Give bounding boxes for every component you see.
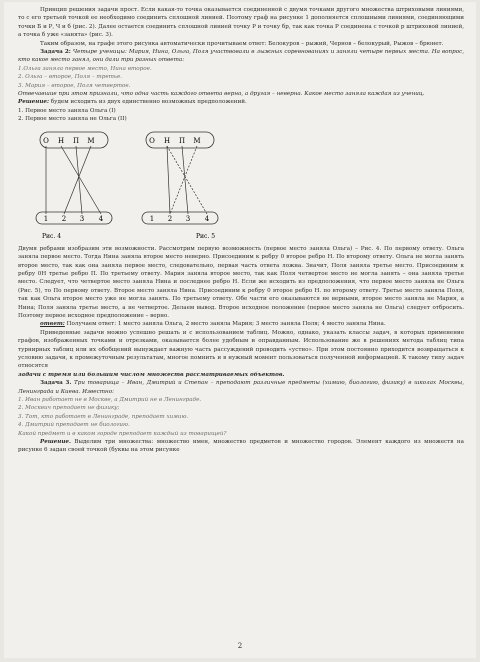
fig4-top-label-3: П (72, 136, 80, 145)
task2-text: Четыре ученицы: Мария, Нина, Ольга, Поля участвовали в лыжных соревнованиях и заняли четыре первых места. На вопрос, кто какое место занял, они дали три разных ответа: (18, 49, 464, 64)
task3-statement (18, 379, 464, 396)
task2-label: Задача 2: (40, 49, 71, 56)
assumption-2: 2. Первое место заняла не Ольга (II) (18, 116, 127, 123)
fig4-edges (46, 146, 101, 214)
figure-5 (142, 132, 218, 240)
fig5-edge-n2 (167, 146, 170, 214)
paragraph-3: Двумя ребрами изобразим эти возможности. Рассмотрим первую возможность (первое место заняла Ольга) – Рис. 4. По первому ответу. Ольга заняла первое место. Тогда Нина заняла второе место неверно. Присоединим к ребру 0 второе ребро Н. По второму ответу. Ольга не могла занять второе место, так как она заняла первое место, следовательно, первая часть ответа ложна. Значит, Поля заняла третье место. Присоединим к ребру 0Н третье ребро П. По третьему ответу. Мария заняла второе место, так как Поля четвертое место не могла занять – она заняла третье место. Следует, что четвертое место заняла Нина и последнее ребро Н. Если же исходить из предположения, что первое место заняла не Ольга (Рис. 5), то По первому ответу. Второе место заняла Нина. Присоединим к ребру 0 второе ребро Н. по второму ответу. Третье место заняла Поля, так как Ольга второе место уже не могла занять. По третьему ответу. Обе части его оказываются не верными, второе место заняла не Мария, а Нина; Поля заняла третье место, а не четвертое. Делаем вывод. Второе исходное положение (первое место заняла не Ольга) следует отбросить. Поэтому первое исходное предположение – верно. (18, 245, 464, 319)
paragraph-4: Приведенные задачи можно успешно решать и с использованием таблиц. Можно, однако, указать классы задач, в которых применение графов, изображенных точками и отрезками, оказывается более удобным и оправданным. Использование же в решениях метода таблиц типа турнирных таблиц или их обобщений вынуждает важную часть рассуждений проводить «устно». При этом постоянно приходится возвращаться к условию задачи, к промежуточным результатам, многое помнить и в нужный момент пользоваться полученной информацией. К такому типу задач относятся (18, 329, 464, 370)
fig4-bottom-label-4: 4 (98, 214, 104, 223)
paragraph-2: Таким образом, на графе этого рисунка автоматически прочитываем ответ: Белокуров – рыжий, Чернов – белокурый, Рыжов – брюнет. (40, 40, 444, 47)
task3-question: Какой предмет и в каком городе преподает каждый из товарищей? (18, 430, 227, 437)
task2-condition: Отвечавшие при этом признали, что одна часть каждого ответа верна, а другая – неверна. Какое место заняла каждая из учениц. (18, 91, 425, 98)
fig5-caption: Рис. 5 (196, 232, 216, 240)
task3-conditions (18, 396, 464, 430)
fig4-edge-m2 (64, 146, 91, 214)
fig4-bottom-label-2: 2 (61, 214, 67, 223)
fig5-top-label-1: О (149, 136, 155, 145)
solution-intro (18, 98, 464, 106)
task3-text: Три товарища – Иван, Дмитрий и Степан – преподают различные предметы (химию, биологию, физику) в школах Москвы, Ленинграда и Киева. Известно: (18, 380, 464, 395)
figure-4 (36, 132, 112, 240)
fig5-bottom-label-2: 2 (167, 214, 173, 223)
task3-condition-1: 1. Иван работает не в Москве, а Дмитрий не в Ленинграде. (18, 397, 202, 403)
graph-figures (18, 126, 248, 244)
task2-answer-1: 1.Ольга заняла первое место, Нина второе. (18, 65, 152, 72)
solution-label: Решение: (18, 99, 50, 106)
fig4-bottom-label-1: 1 (43, 214, 49, 223)
answer-text: Получаем ответ: 1 место заняла Ольга, 2 место заняла Мария; 3 место заняла Поля; 4 место заняла Нина. (66, 321, 386, 328)
solution-text: будем исходить из двух единственно возможных предположений. (50, 99, 247, 106)
task3-label: Задача 3. (40, 380, 72, 387)
fig5-bottom-label-3: 3 (185, 214, 191, 223)
fig5-bottom-label-1: 1 (149, 214, 155, 223)
fig5-top-label-4: М (193, 136, 201, 145)
fig4-top-label-2: Н (57, 136, 65, 145)
fig4-caption: Рис. 4 (42, 232, 62, 240)
fig4-top-label-4: М (87, 136, 95, 145)
assumption-1: 1. Первое место заняла Ольга (I) (18, 107, 116, 114)
fig4-bottom-label-3: 3 (79, 214, 85, 223)
fig5-edge-dashed-2 (170, 146, 197, 214)
fig5-edges (167, 146, 207, 214)
task2-answer-3: 3. Мария – второе, Поля четвертое. (18, 82, 131, 89)
fig5-bottom-label-4: 4 (204, 214, 210, 223)
answer-label: ответ: (40, 321, 65, 328)
page-number: 2 (237, 641, 243, 650)
fig5-top-label-3: П (178, 136, 186, 145)
answer-line (18, 320, 464, 328)
solution-3-label: Решение. (40, 439, 71, 446)
paragraph-4-bold: задачи с тремя или большим числом множеств рассматриваемых объектов. (18, 371, 285, 378)
task3-condition-3: 3. Тот, кто работает в Ленинграде, преподает химию. (18, 413, 189, 420)
document-page (4, 2, 476, 658)
solution-3-text: Выделим три множества: множество имен, множество предметов и множество городов. Элемент каждого из множеств на рисунке 6 задан своей точкой (буквы на этом рисунке (18, 439, 464, 454)
fig4-top-label-1: О (43, 136, 49, 145)
paragraph-1: Принцип решения задачи прост. Если какая-то точка оказывается соединенной с двумя точками другого множества штриховыми линиями, то с его третьей точкой ее необходимо соединить сплошной линией. Поэтому граф на рисунке 1 дополняется сплошными линиями, соединяющими точки Б и Р, Ч и б (рис. 2). Далее остается соединить сплошной линией точку Р и точку бр, так как точка Р соединена с точкой р штриховой линией, а точка б уже «занята» (рис. 3). (18, 7, 464, 39)
figures (18, 126, 464, 244)
task3-condition-2: 2. Москвич преподает не физику; (18, 405, 120, 412)
task2-answer-2: 2. Ольга – второе, Поля – третье. (18, 74, 123, 81)
fig5-top-label-2: Н (163, 136, 171, 145)
task3-condition-4: 4. Дмитрий преподает не биологию. (18, 422, 130, 429)
task2-statement (18, 48, 464, 65)
solution-3 (18, 438, 464, 455)
